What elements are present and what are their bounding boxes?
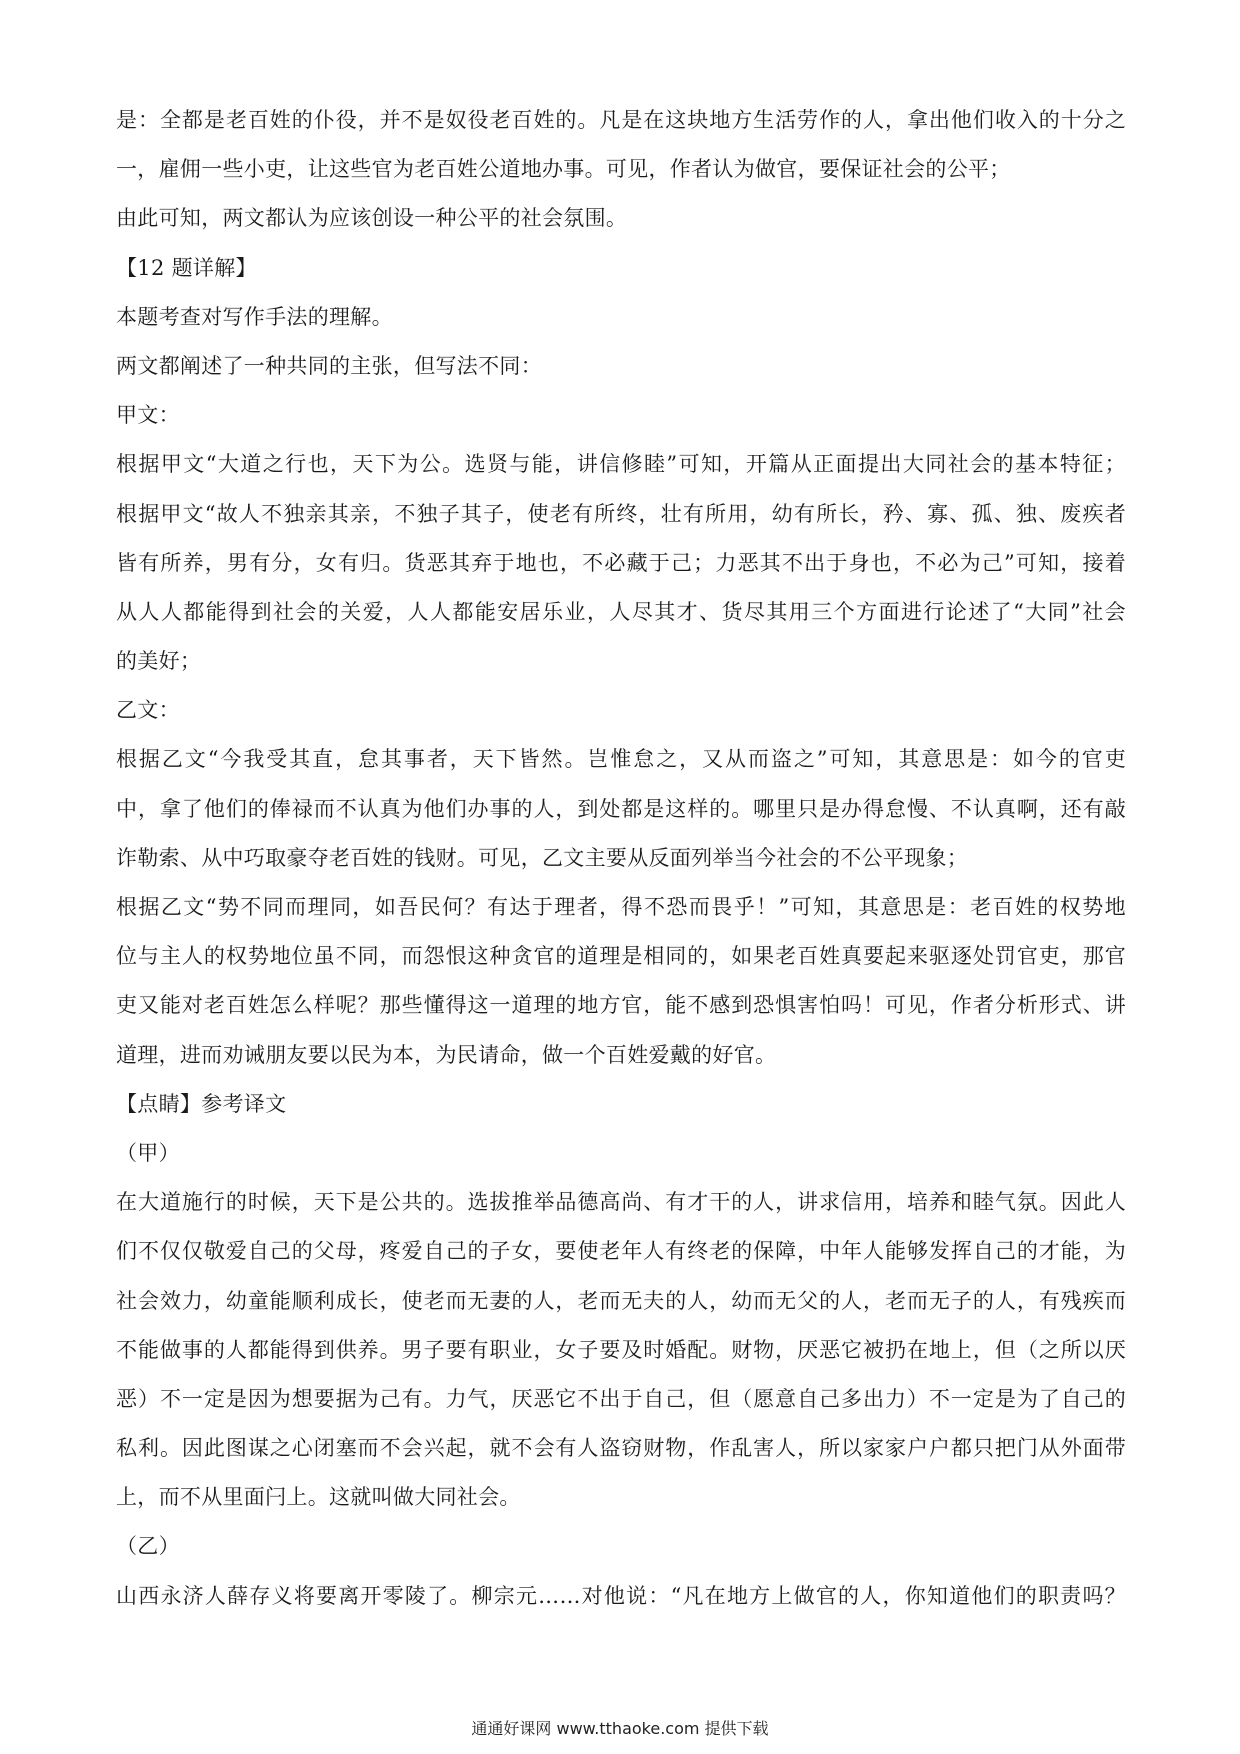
text-line: 是：全都是老百姓的仆役，并不是奴役老百姓的。凡是在这块地方生活劳作的人，拿出他们收入的十分之: [116, 108, 1126, 132]
text-line: 恶）不一定是因为想要据为己有。力气，厌恶它不出于自己，但（愿意自己多出力）不一定是为了自己的: [116, 1386, 1126, 1411]
text-line: 【点睛】参考译文: [116, 1091, 287, 1116]
text-line: 一，雇佣一些小吏，让这些官为老百姓公道地办事。可见，作者认为做官，要保证社会的公平；: [116, 157, 1011, 182]
text-line: 皆有所养，男有分，女有归。货恶其弃于地也，不必藏于己；力恶其不出于身也，不必为己”可知，接着: [116, 550, 1126, 575]
text-line: 诈勒索、从中巧取豪夺老百姓的钱财。可见，乙文主要从反面列举当今社会的不公平现象；: [116, 845, 968, 870]
text-line: 根据甲文“故人不独亲其亲，不独子其子，使老有所终，壮有所用，幼有所长，矜、寡、孤、独、废疾者: [116, 501, 1126, 526]
text-line: 本题考查对写作手法的理解。: [116, 304, 393, 329]
text-line: 从人人都能得到社会的关爱，人人都能安居乐业，人尽其才、货尽其用三个方面进行论述了“大同”社会: [116, 599, 1126, 624]
text-line: 根据甲文“大道之行也，天下为公。选贤与能，讲信修睦”可知，开篇从正面提出大同社会的基本特征；: [116, 452, 1126, 477]
text-line: 山西永济人薛存义将要离开零陵了。柳宗元……对他说：“凡在地方上做官的人，你知道他们的职责吗？: [116, 1583, 1126, 1608]
text-line: （甲）: [116, 1140, 180, 1165]
document-body: [116, 96, 1126, 1621]
text-line: 道理，进而劝诫朋友要以民为本，为民请命，做一个百姓爱戴的好官。: [116, 1042, 777, 1067]
text-line: 不能做事的人都能得到供养。男子要有职业，女子要及时婚配。财物，厌恶它被扔在地上，但（之所以厌: [116, 1337, 1126, 1362]
text-line: 吏又能对老百姓怎么样呢？那些懂得这一道理的地方官，能不感到恐惧害怕吗！可见，作者分析形式、讲: [116, 993, 1126, 1018]
text-line: 甲文：: [116, 403, 180, 428]
text-line: 社会效力，幼童能顺利成长，使老而无妻的人，老而无夫的人，幼而无父的人，老而无子的人，有残疾而: [116, 1288, 1126, 1313]
text-line: 乙文：: [116, 698, 180, 723]
text-line: 们不仅仅敬爱自己的父母，疼爱自己的子女，要使老年人有终老的保障，中年人能够发挥自己的才能，为: [116, 1239, 1126, 1264]
text-line: 的美好；: [116, 649, 202, 674]
text-line: 根据乙文“今我受其直，怠其事者，天下皆然。岂惟怠之，又从而盗之”可知，其意思是：如今的官吏: [116, 747, 1126, 772]
page-footer: 通通好课网 www.tthaoke.com 提供下载: [471, 1719, 769, 1738]
text-line: （乙）: [116, 1534, 180, 1559]
text-line: 私利。因此图谋之心闭塞而不会兴起，就不会有人盗窃财物，作乱害人，所以家家户户都只把门从外面带: [116, 1436, 1126, 1461]
text-line: 【12 题详解】: [116, 255, 257, 280]
text-line: 上，而不从里面闩上。这就叫做大同社会。: [116, 1485, 521, 1510]
text-line: 由此可知，两文都认为应该创设一种公平的社会氛围。: [116, 206, 628, 231]
text-line: 在大道施行的时候，天下是公共的。选拔推举品德高尚、有才干的人，讲求信用，培养和睦气氛。因此人: [116, 1190, 1126, 1215]
text-line: 位与主人的权势地位虽不同，而怨恨这种贪官的道理是相同的，如果老百姓真要起来驱逐处罚官吏，那官: [116, 944, 1126, 969]
text-line: 中，拿了他们的俸禄而不认真为他们办事的人，到处都是这样的。哪里只是办得怠慢、不认真啊，还有敲: [116, 796, 1126, 821]
text-line: 根据乙文“势不同而理同，如吾民何？有达于理者，得不恐而畏乎！”可知，其意思是：老百姓的权势地: [116, 895, 1126, 919]
text-line: 两文都阐述了一种共同的主张，但写法不同：: [116, 353, 542, 378]
